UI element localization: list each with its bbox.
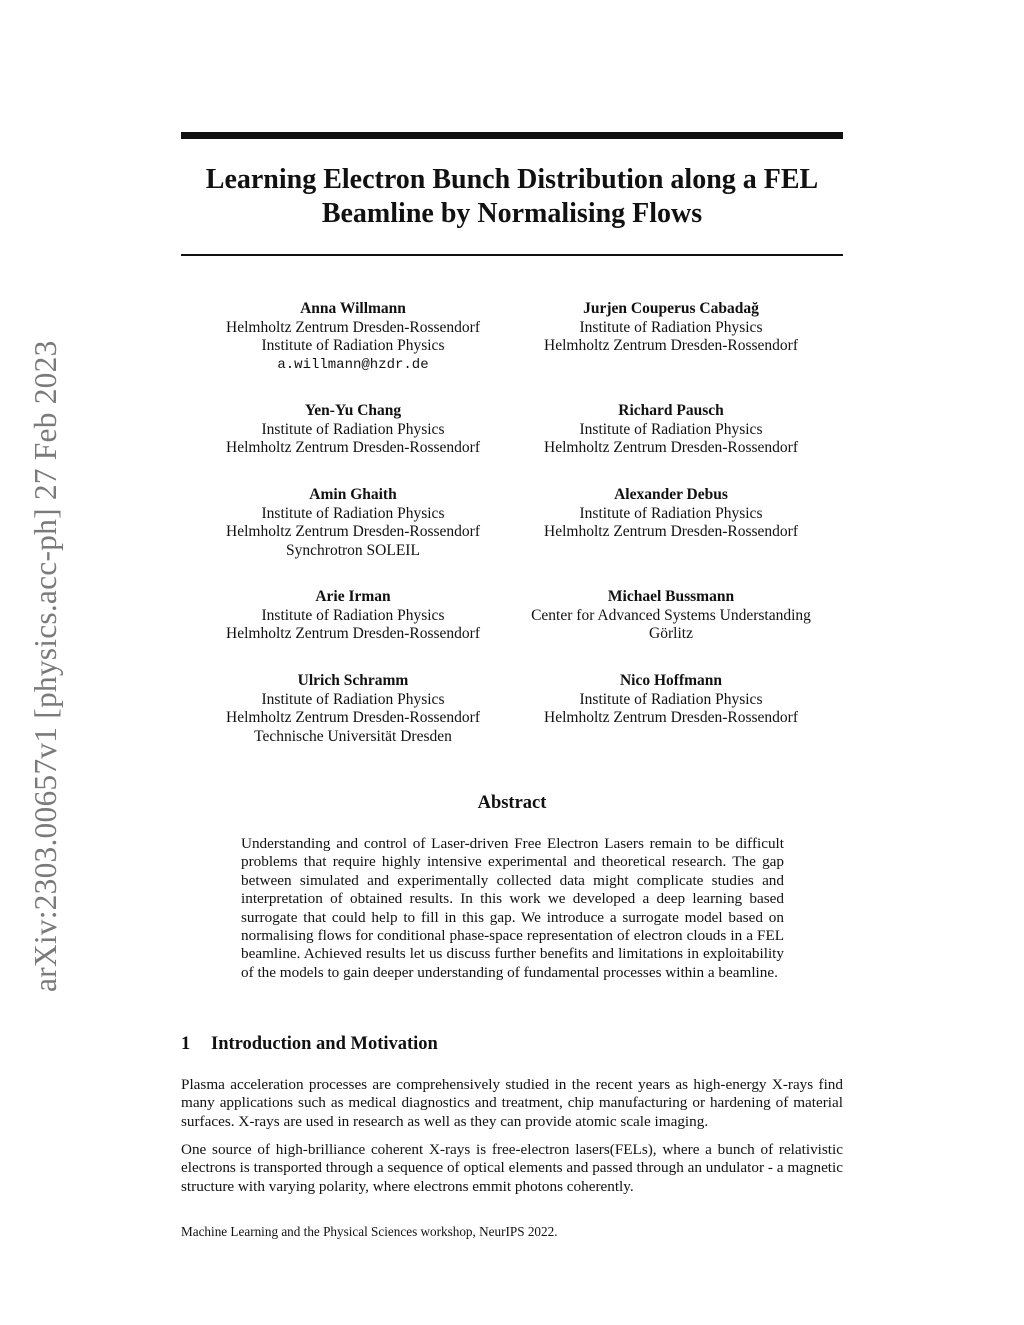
author-block-willmann xyxy=(188,300,518,374)
author-block-ghaith xyxy=(188,486,518,560)
author-affiliation: Institute of Radiation Physics xyxy=(261,337,445,354)
section-heading xyxy=(181,1034,843,1055)
author-block-bussmann xyxy=(506,588,836,644)
abstract-heading: Abstract xyxy=(477,793,547,813)
author-affiliation: Görlitz xyxy=(649,625,693,642)
section-title: Introduction and Motivation xyxy=(211,1034,438,1054)
author-block-chang xyxy=(188,402,518,458)
title-bottom-rule xyxy=(181,254,843,256)
author-block-schramm xyxy=(188,672,518,746)
author-affiliation: Center for Advanced Systems Understanding xyxy=(531,606,811,624)
author-name: Michael Bussmann xyxy=(607,588,735,605)
author-affiliation: Institute of Radiation Physics xyxy=(579,318,763,336)
author-affiliation: Institute of Radiation Physics xyxy=(261,504,445,522)
author-affiliation: Helmholtz Zentrum Dresden-Rossendorf xyxy=(226,625,480,642)
author-affiliation: Helmholtz Zentrum Dresden-Rossendorf xyxy=(544,709,798,726)
abstract-text: Understanding and control of Laser-driven Free Electron Lasers remain to be difficult problems that require highly intensive experimental and theoretical research. The gap between simulated and experimentally collected data might complicate studies and interpretation of obtained results. In this work we developed a deep learning based surrogate that could help to fill in this gap. We introduce a surrogate model based on normalising flows for conditional phase-space representation of electron clouds in a FEL beamline. Achieved results let us discuss further benefits and limitations in exploitability of the models to gain deeper understanding of fundamental processes within a beamline. xyxy=(241,835,784,981)
paper-title: Learning Electron Bunch Distribution along a FEL Beamline by Normalising Flows xyxy=(205,164,819,229)
author-name: Richard Pausch xyxy=(618,402,724,419)
author-block-irman xyxy=(188,588,518,644)
author-name: Ulrich Schramm xyxy=(297,672,409,689)
author-affiliation: Institute of Radiation Physics xyxy=(579,690,763,708)
author-name: Yen-Yu Chang xyxy=(304,402,402,419)
body-paragraph: One source of high-brilliance coherent X-rays is free-electron lasers(FELs), where a bunch of relativistic electrons is transported through a sequence of optical elements and passed through an undulator - a magnetic structure with varying polarity, where electrons emmit photons coherently. xyxy=(181,1141,843,1195)
author-block-hoffmann xyxy=(506,672,836,728)
author-affiliation: Helmholtz Zentrum Dresden-Rossendorf xyxy=(226,439,480,456)
author-affiliation: Synchrotron SOLEIL xyxy=(286,541,420,559)
body-paragraph: Plasma acceleration processes are comprehensively studied in the recent years as high-energy X-rays find many applications such as medical diagnostics and treatment, chip manufacturing or hardening of material surfaces. X-rays are used in research as well as they can provide atomic scale imaging. xyxy=(181,1076,843,1130)
author-name: Anna Willmann xyxy=(300,300,406,317)
author-affiliation: Technische Universität Dresden xyxy=(254,727,452,745)
author-name: Jurjen Couperus Cabadağ xyxy=(583,300,759,317)
author-affiliation: Helmholtz Zentrum Dresden-Rossendorf xyxy=(544,523,798,540)
author-affiliation: Helmholtz Zentrum Dresden-Rossendorf xyxy=(544,337,798,354)
author-affiliation: Institute of Radiation Physics xyxy=(261,690,445,708)
section-number: 1 xyxy=(181,1034,191,1054)
author-name: Alexander Debus xyxy=(614,486,728,503)
venue-footnote: Machine Learning and the Physical Sciences workshop, NeurIPS 2022. xyxy=(181,1224,558,1239)
author-affiliation: Helmholtz Zentrum Dresden-Rossendorf xyxy=(226,318,480,336)
title-top-rule xyxy=(181,132,843,139)
author-block-debus xyxy=(506,486,836,542)
author-name: Amin Ghaith xyxy=(309,486,397,503)
author-name: Arie Irman xyxy=(315,588,391,605)
author-name: Nico Hoffmann xyxy=(619,672,723,689)
author-affiliation: Institute of Radiation Physics xyxy=(579,504,763,522)
author-block-pausch xyxy=(506,402,836,458)
author-affiliation: Institute of Radiation Physics xyxy=(579,420,763,438)
author-affiliation: Helmholtz Zentrum Dresden-Rossendorf xyxy=(226,709,480,726)
author-affiliation: Institute of Radiation Physics xyxy=(261,606,445,624)
arxiv-identifier: arXiv:2303.00657v1 [physics.acc-ph] 27 Feb 2023 xyxy=(28,340,63,992)
author-affiliation: Institute of Radiation Physics xyxy=(261,420,445,438)
author-affiliation: Helmholtz Zentrum Dresden-Rossendorf xyxy=(226,523,480,540)
author-affiliation: Helmholtz Zentrum Dresden-Rossendorf xyxy=(544,439,798,456)
author-block-cabadag xyxy=(506,300,836,356)
author-email[interactable]: a.willmann@hzdr.de xyxy=(277,356,429,373)
